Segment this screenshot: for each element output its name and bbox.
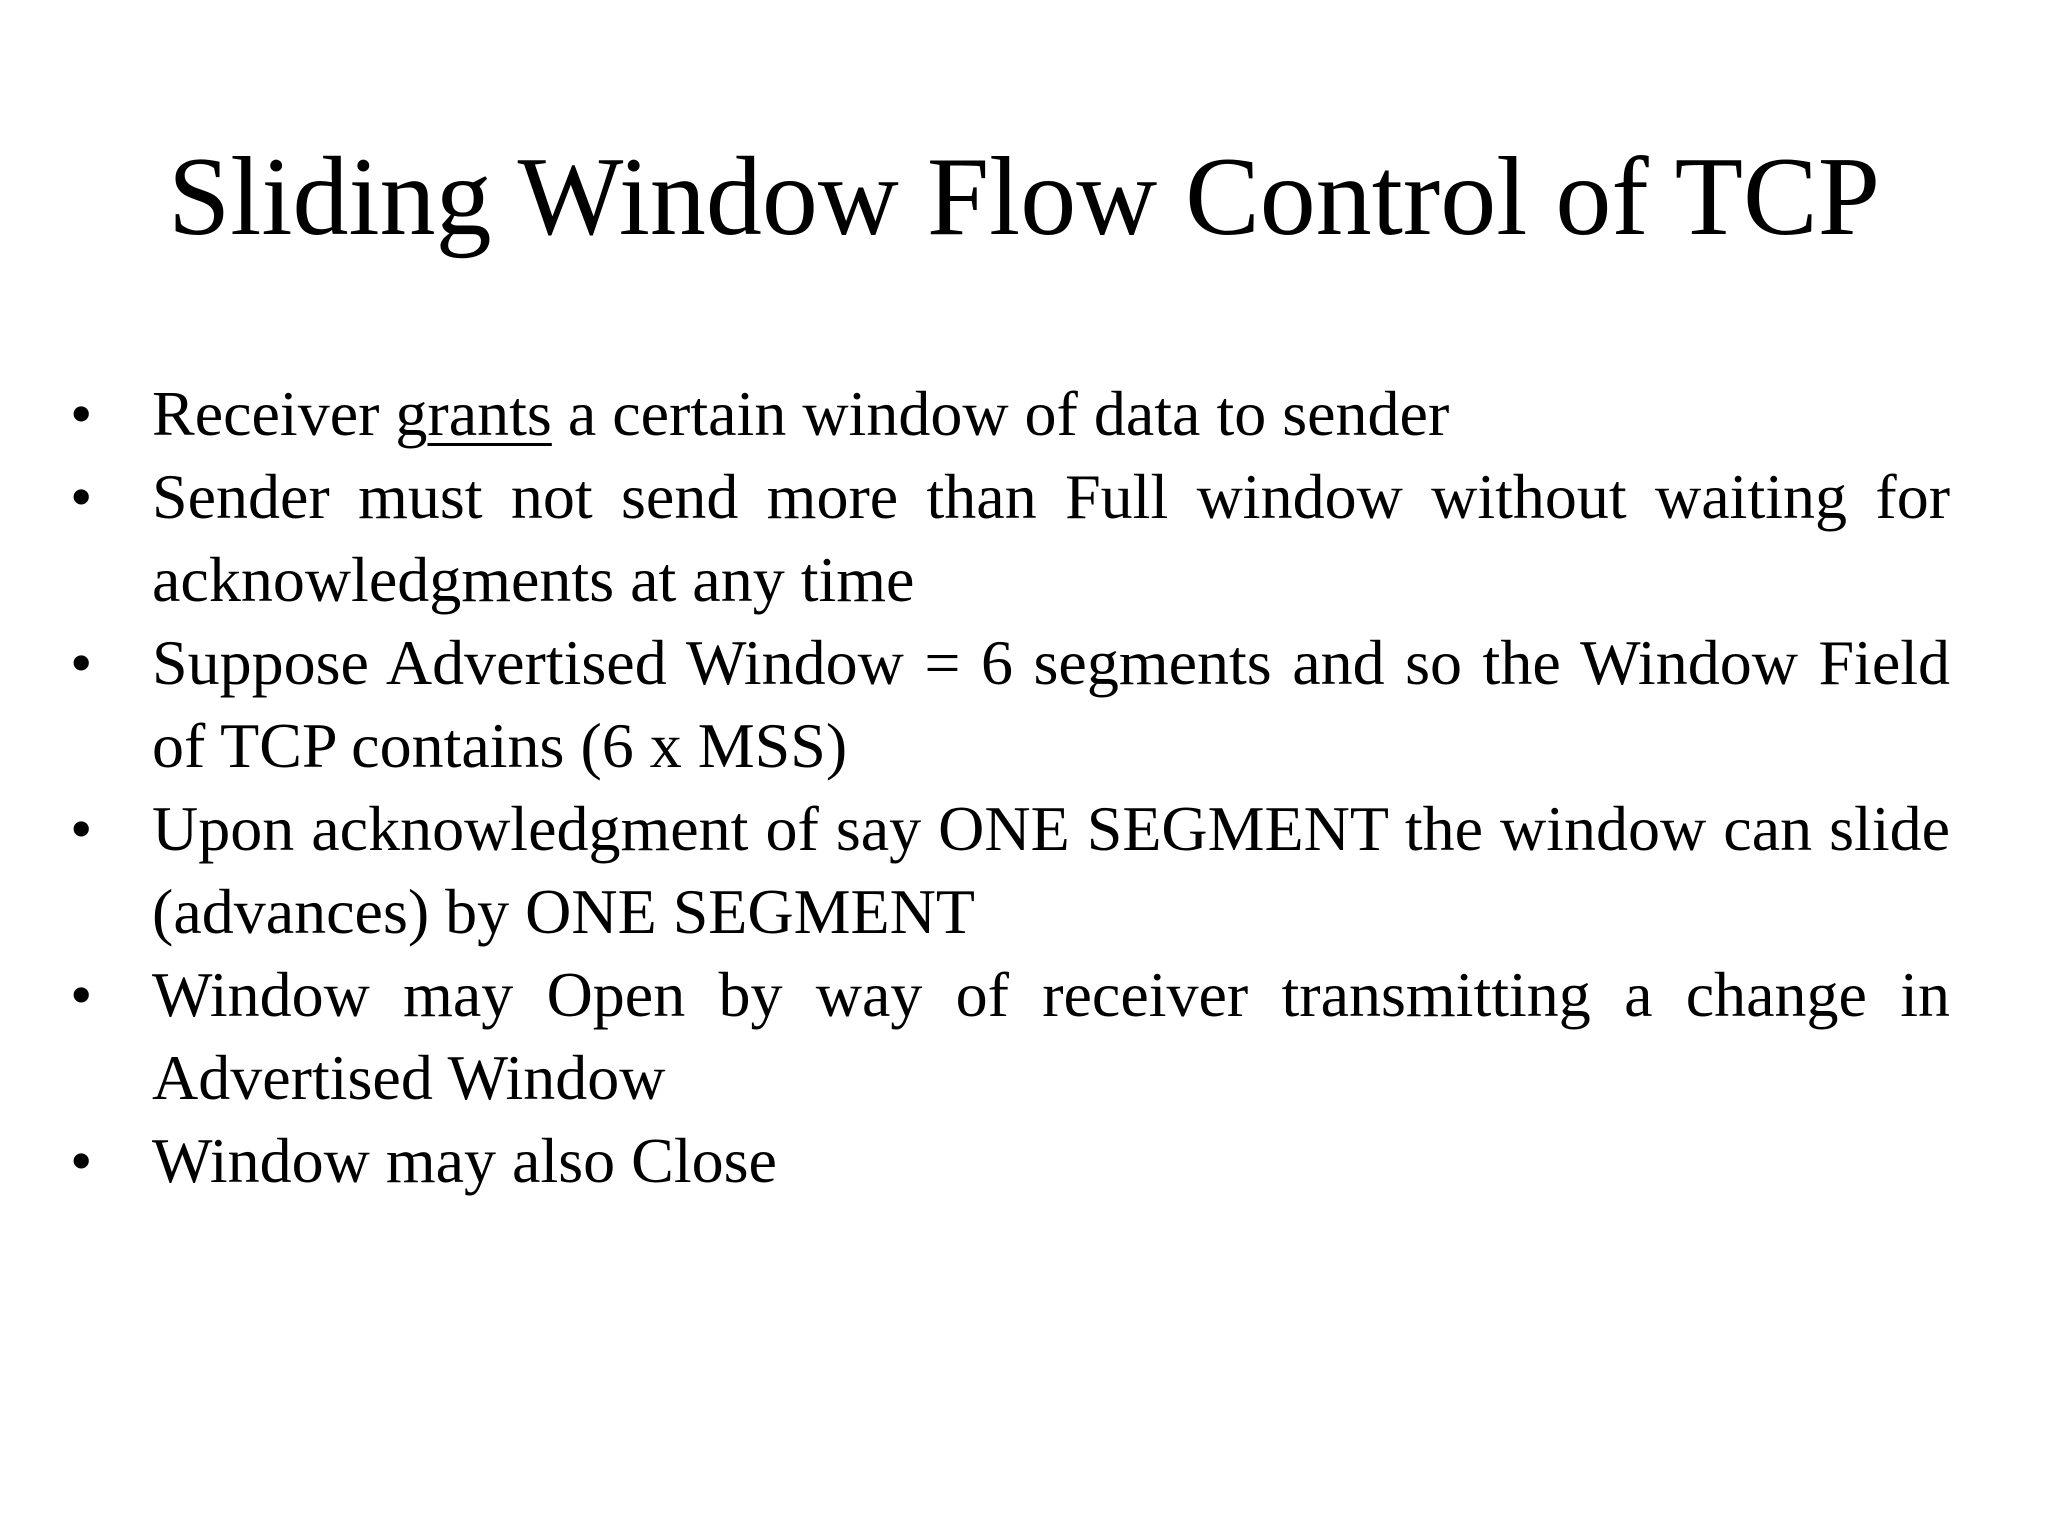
bullet-text: Window may Open by way of receiver transmitting a change in Advertised Window [152, 959, 1950, 1113]
bullet-item [70, 455, 1950, 621]
bullet-text-before: Receiver [152, 378, 396, 449]
bullet-item [70, 953, 1950, 1119]
bullet-icon: • [70, 461, 93, 532]
bullet-icon: • [70, 378, 93, 449]
bullet-icon: • [70, 627, 93, 698]
bullet-item [70, 1119, 1950, 1202]
bullet-item [70, 372, 1950, 455]
bullet-icon: • [70, 1125, 93, 1196]
bullet-icon: • [70, 793, 93, 864]
bullet-text: Window may also Close [152, 1125, 777, 1196]
bullet-item [70, 621, 1950, 787]
bullet-list [70, 372, 1950, 1202]
bullet-text: Suppose Advertised Window = 6 segments and so the Window Field of TCP contains (6 x MSS) [152, 627, 1950, 781]
bullet-text: Upon acknowledgment of say ONE SEGMENT the window can slide (advances) by ONE SEGMENT [152, 793, 1950, 947]
bullet-text: Sender must not send more than Full window without waiting for acknowledgments at any time [152, 461, 1950, 615]
bullet-text-emphasis: grants [395, 378, 552, 449]
slide-title: Sliding Window Flow Control of TCP [167, 135, 1881, 259]
bullet-item [70, 787, 1950, 953]
bullet-icon: • [70, 959, 93, 1030]
bullet-text-after: a certain window of data to sender [551, 378, 1450, 449]
